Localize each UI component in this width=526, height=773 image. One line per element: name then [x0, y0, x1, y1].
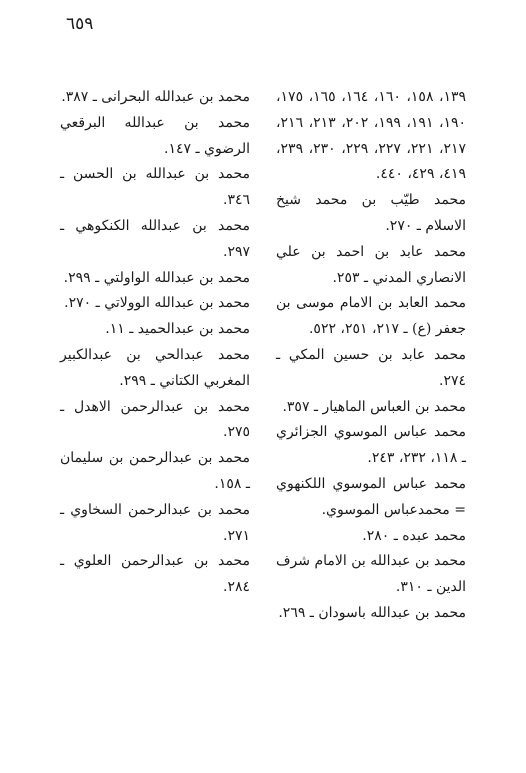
- index-entry: محمد بن عبدالرحمن الاهدل ـ ٢٧٥.: [60, 398, 250, 441]
- index-entry: محمد عبدالحي بن عبدالكبير المغربي الكتاني ـ ٢٩٩.: [60, 346, 250, 389]
- index-entry: محمد بن عبدالرحمن العلوي ـ ٢٨٤.: [60, 553, 250, 596]
- page-number: ٦٥٩: [66, 14, 94, 34]
- index-entry: محمد بن العباس الماهيار ـ ٣٥٧.: [282, 398, 466, 415]
- index-entry: محمد بن عبدالرحمن بن سليمان ـ ١٥٨.: [60, 450, 250, 492]
- index-entry: محمد بن عبدالحميد ـ ١١.: [105, 321, 250, 338]
- index-entry: محمد عباس الموسوي الجزائري ـ ١١٨، ٢٣٢، ٢٤٣.: [276, 424, 466, 467]
- index-entry: محمد بن عبدالله البرقعي الرضوي ـ ١٤٧.: [60, 114, 250, 157]
- index-entry: محمد العابد بن الامام موسى بن جعفر (ع) ـ ٢١٧، ٢٥١، ٥٢٢.: [276, 295, 466, 338]
- index-entry: محمد بن عبدالرحمن السخاوي ـ ٢٧١.: [60, 501, 250, 544]
- index-entry: محمد عباس الموسوي اللكنهوي = محمدعباس الموسوي.: [276, 475, 466, 518]
- index-entry: محمد بن عبدالله الكنكوهي ـ ٢٩٧.: [60, 217, 250, 260]
- index-entry: محمد عابد بن احمد بن علي الانصاري المدني ـ ٢٥٣.: [276, 243, 466, 286]
- index-entry: محمد بن عبدالله بن الحسن ـ ٣٤٦.: [60, 166, 250, 209]
- index-entry: محمد بن عبدالله البحرانى ـ ٣٨٧.: [61, 89, 250, 105]
- index-entry: ١٣٩، ١٥٨، ١٦٠، ١٦٤، ١٦٥، ١٧٥، ١٩٠، ١٩١، ١٩٩، ٢٠٢، ٢١٣، ٢١٦، ٢١٧، ٢٢١، ٢٢٧، ٢٢٩، ٢٣٠، ٢٣٩، ٤١٩، ٤٢٩، ٤٤٠.: [276, 89, 467, 183]
- index-entry: محمد بن عبدالله الواولتي ـ ٢٩٩.: [63, 269, 250, 286]
- index-entry: محمد بن عبدالله الوولاتي ـ ٢٧٠.: [64, 295, 250, 312]
- index-entry: محمد بن عبدالله باسودان ـ ٢٦٩.: [278, 604, 466, 621]
- index-entry: محمد بن عبدالله بن الامام شرف الدين ـ ٣١٠.: [276, 553, 466, 596]
- index-entry: محمد عابد بن حسين المكي ـ ٢٧٤.: [276, 346, 466, 389]
- index-entry: محمد عبده ـ ٢٨٠.: [362, 527, 466, 544]
- index-entry: محمد طيّب بن محمد شيخ الاسلام ـ ٢٧٠.: [276, 192, 466, 234]
- index-columns: [60, 85, 466, 685]
- index-column-left: [60, 85, 250, 601]
- index-column-right: [276, 85, 466, 627]
